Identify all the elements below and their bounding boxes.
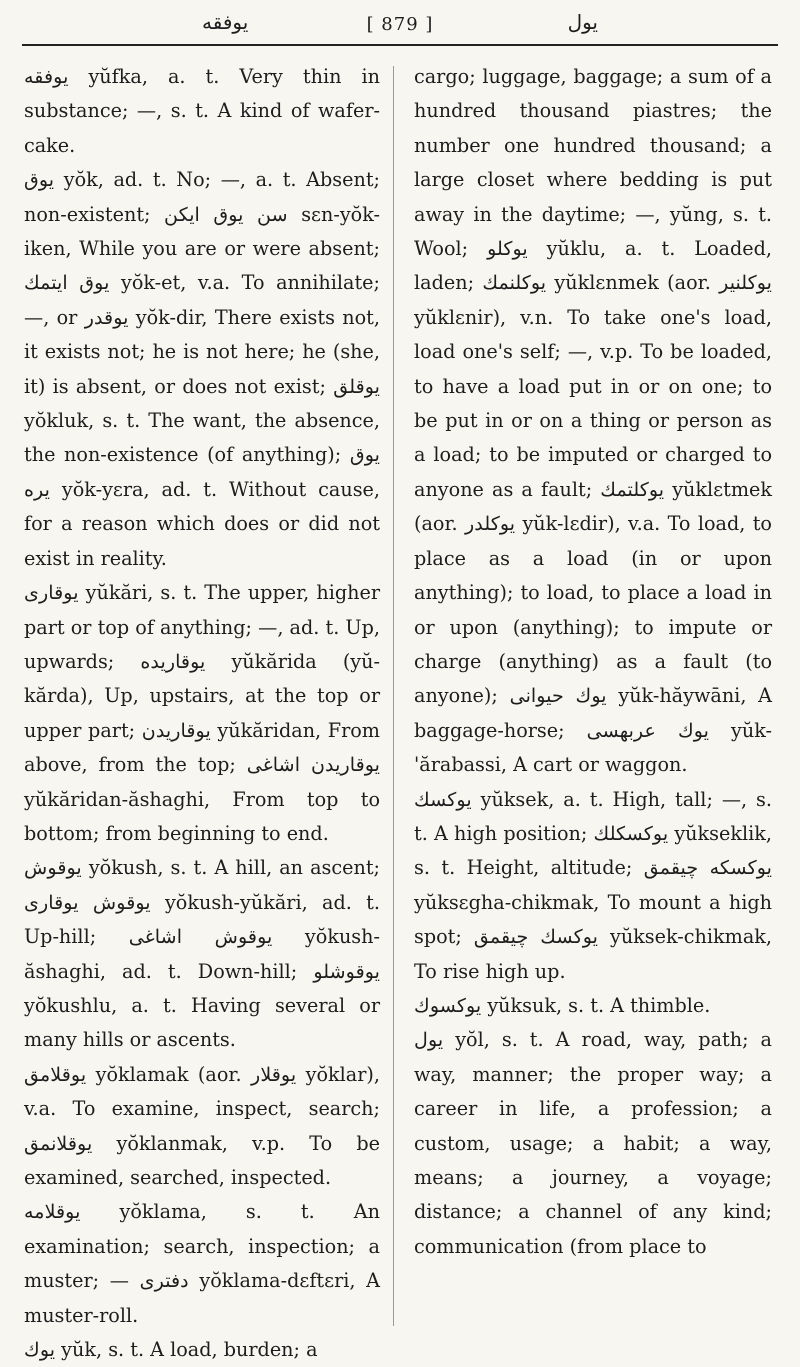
- header-left-word: يوفقه: [202, 10, 249, 34]
- dictionary-entry: يوك yŭk, s. t. A load, burden; a: [24, 1338, 318, 1362]
- dictionary-entry: يوكسك yŭksek, a. t. High, tall; —, s. t. A high position; يوكسكلك yŭkseklik, s. t. Height, altitude; يوكسكه چيقمق yŭksɛgha-chikmak, To mount a high spot; يوكسك چيقمق yŭksek-chikmak, To rise high up.: [414, 787, 772, 983]
- dictionary-entry: يوق yŏk, ad. t. No; —, a. t. Absent; non-existent; سن يوق ايكن sɛn-yŏk-iken, While you are or were absent; يوق ايتمك yŏk-et, v.a. To annihilate; —, or يوقدر yŏk-dir, There exists not, it exists not; he is not here; he (she, it) is absent, or does not exist; يوقلق yŏkluk, s. t. The want, the absence, the non-existence (of anything); يوق يره yŏk-yɛra, ad. t. Without cause, for a reason which does or did not exist in reality.: [24, 168, 380, 570]
- dictionary-entry: cargo; luggage, baggage; a sum of a hundred thousand piastres; the number one hundred thousand; a large closet where bedding is put away in the daytime; —, yŭng, s. t. Wool; يوكلو yŭklu, a. t. Loaded, laden; يوكلنمك yŭklɛnmek (aor. يوكلنير yŭklɛnir), v.n. To take one's load, load one's self; —, v.p. To be loaded, to have a load put in or on one; to be put in or on a thing or person as a load; to be imputed or charged to anyone as a fault; يوكلتمك yŭklɛtmek (aor. يوكلدر yŭk-lɛdir), v.a. To load, to place as a load (in or upon anything); to load, to place a load in or upon (anything); to impute or charge (anything) as a fault (to anyone); يوك حيوانى yŭk-hăywāni, A baggage-horse; يوك عربهسى yŭk-'ărabassi, A cart or waggon.: [414, 65, 773, 777]
- dictionary-entry: يوقارى yŭkări, s. t. The upper, higher part or top of anything; —, ad. t. Up, upwards; يوقاريده yŭkărida (yŭ-kărda), Up, upstairs, at the top or upper part; يوقاريدن yŭkăridan, From above, from the top; يوقاريدن اشاغى yŭkăridan-ăshaghi, From top to bottom; from beginning to end.: [24, 581, 381, 845]
- left-column: [24, 60, 380, 1367]
- dictionary-entry: يول yŏl, s. t. A road, way, path; a way, manner; the proper way; a career in life, a profession; a custom, usage; a habit; a way, means; a journey, a voyage; distance; a channel of any kind; communication (from place to: [414, 1028, 772, 1258]
- page-header: [22, 8, 778, 40]
- header-right-word: يول: [567, 10, 598, 34]
- dictionary-entry: يوقلامه yŏklama, s. t. An examination; search, inspection; a muster; — دفترى yŏklama-dɛftɛri, A muster-roll.: [24, 1200, 380, 1327]
- right-column: [414, 60, 772, 1264]
- dictionary-entry: يوفقه yŭfka, a. t. Very thin in substance; —, s. t. A kind of wafer-cake.: [24, 65, 380, 157]
- header-rule: [22, 44, 778, 46]
- column-divider: [393, 66, 394, 1326]
- dictionary-entry: يوقوش yŏkush, s. t. A hill, an ascent; يوقوش يوقارى yŏkush-yŭkări, ad. t. Up-hill; يوقوش اشاغى yŏkush-ăshaghi, ad. t. Down-hill; يوقوشلو yŏkushlu, a. t. Having several or many hills or ascents.: [24, 856, 380, 1052]
- page-number: [ 879 ]: [366, 14, 434, 35]
- dictionary-entry: يوكسوك yŭksuk, s. t. A thimble.: [414, 993, 711, 1017]
- dictionary-entry: يوقلامق yŏklamak (aor. يوقلار yŏklar), v.a. To examine, inspect, search; يوقلانمق yŏklanmak, v.p. To be examined, searched, inspected.: [24, 1062, 381, 1189]
